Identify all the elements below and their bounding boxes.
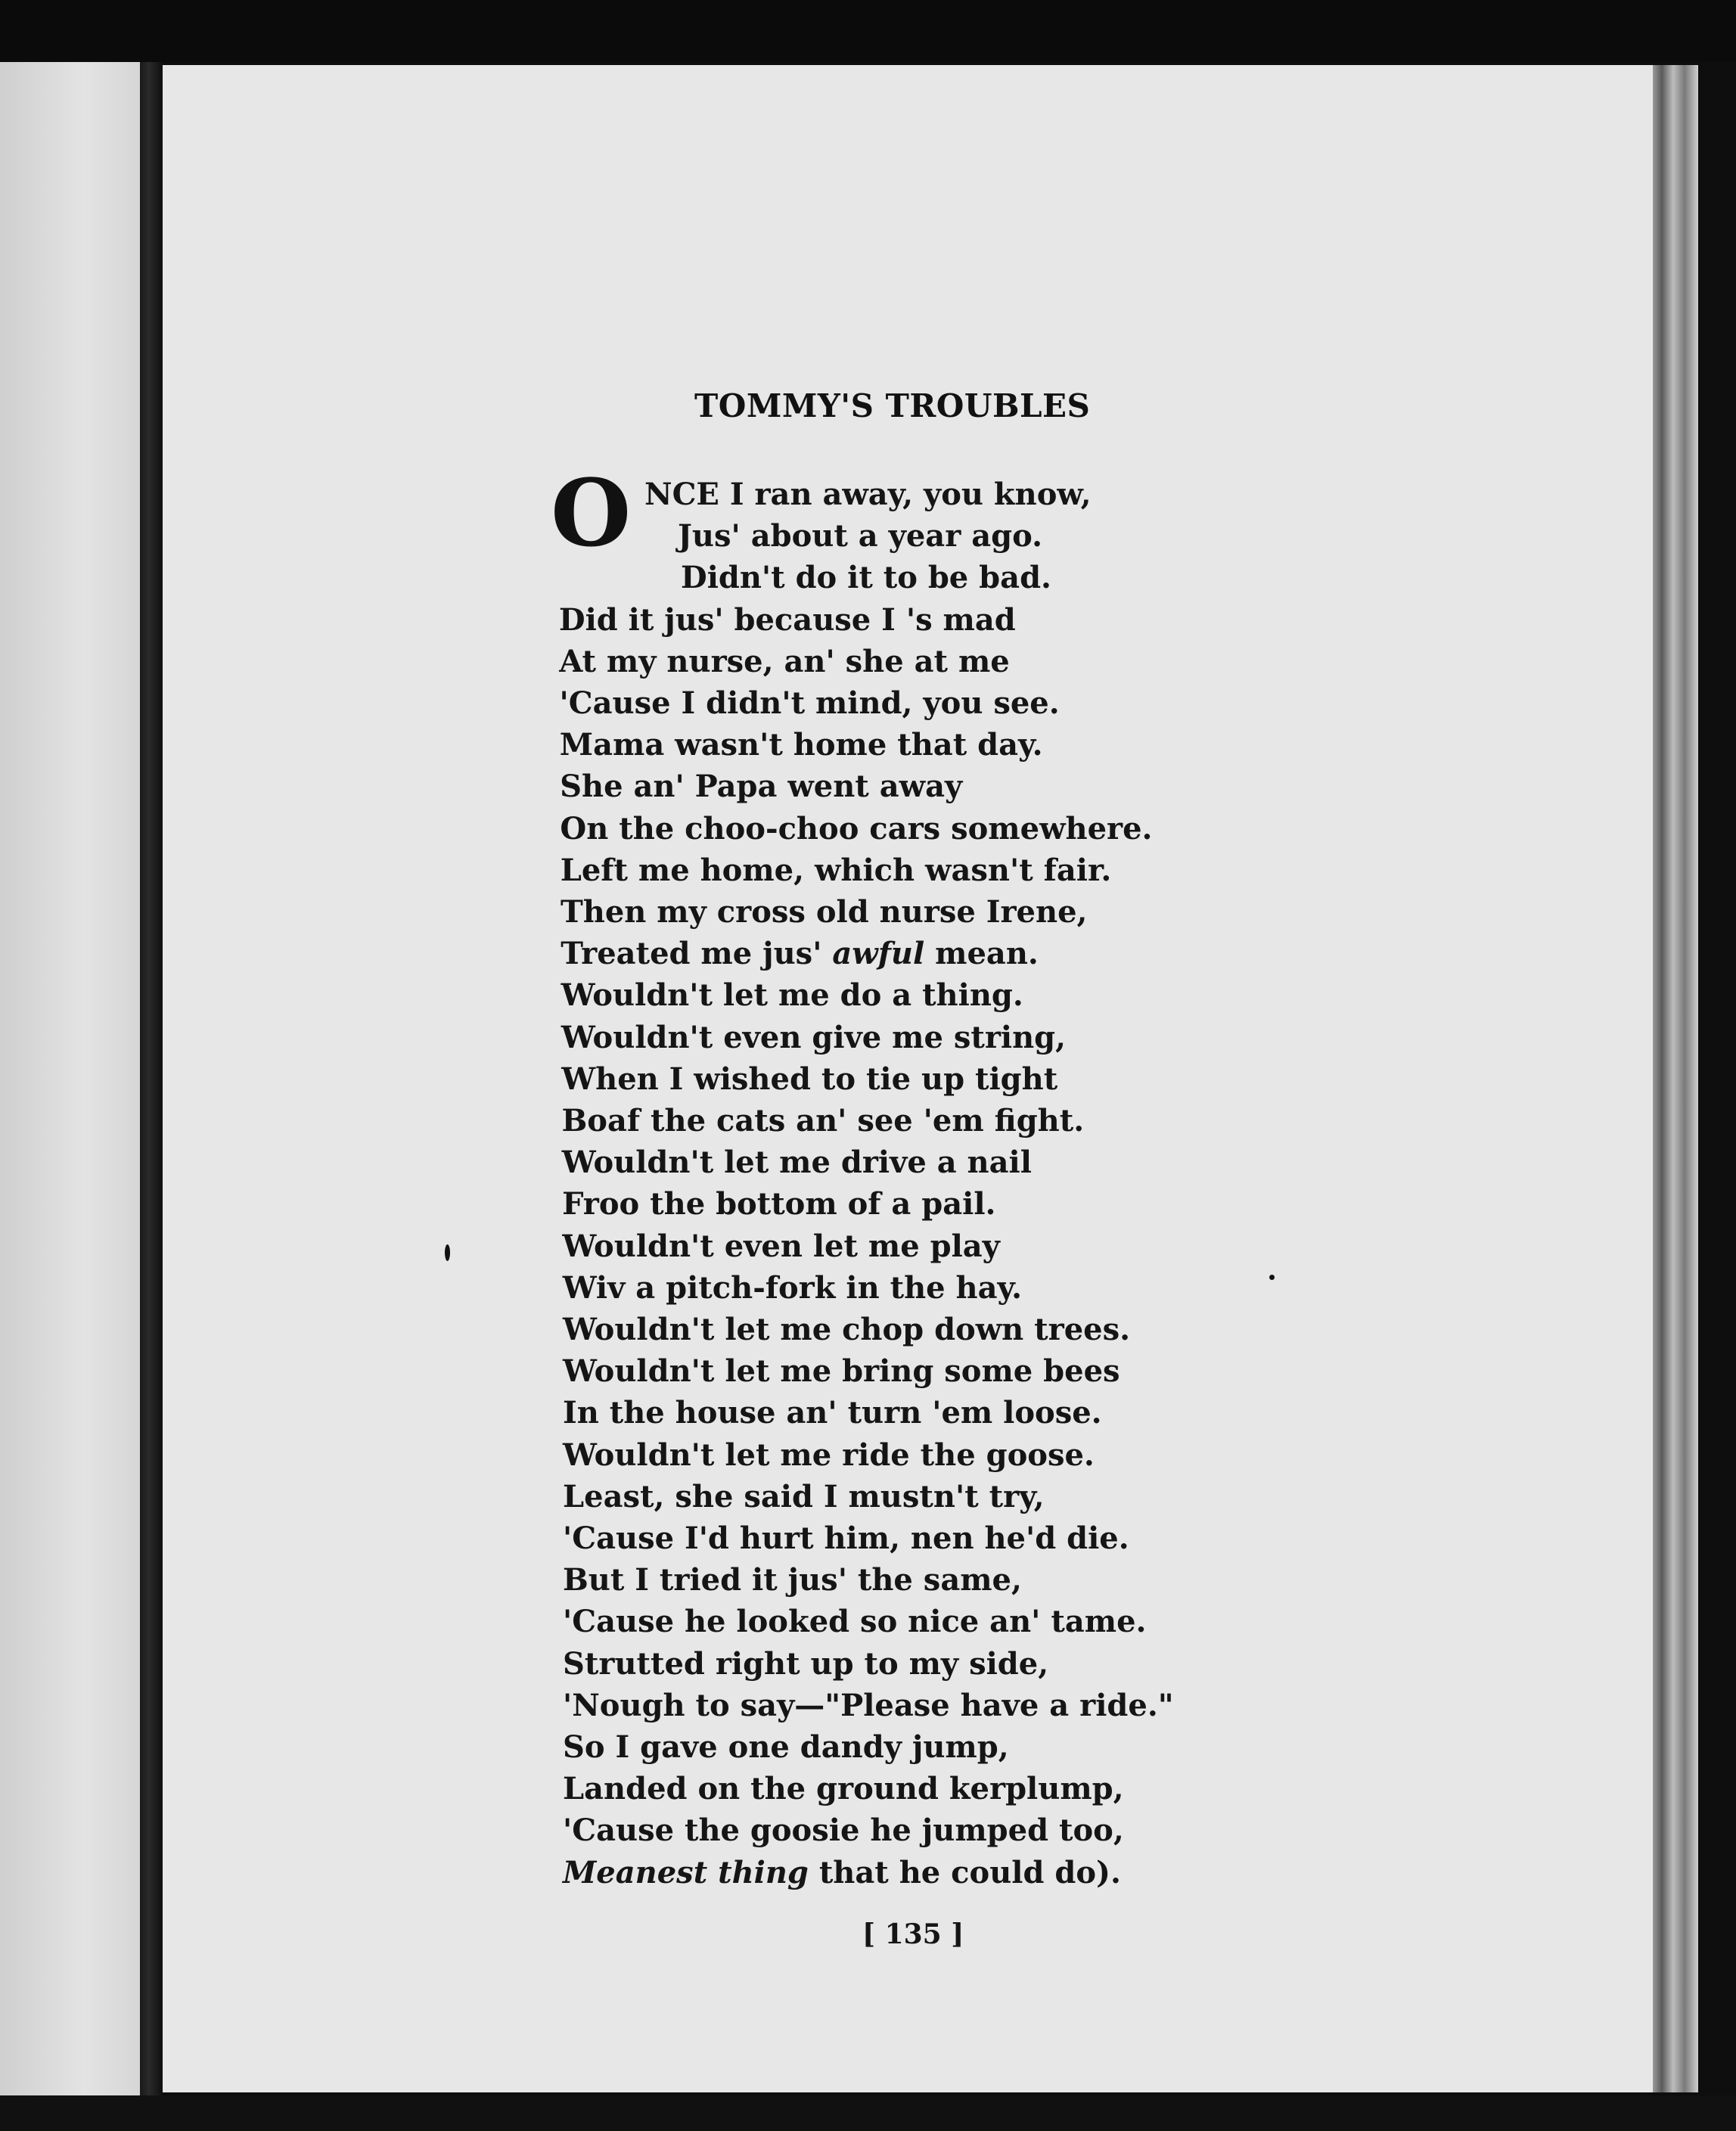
poem-title: TOMMY'S TROUBLES [694, 387, 1091, 424]
poem-line: So I gave one dandy jump, [563, 1729, 1009, 1765]
poem-line: Wouldn't let me drive a nail [561, 1145, 1032, 1180]
facing-page-edge [0, 62, 140, 2097]
poem-line: On the choo-choo cars somewhere. [560, 811, 1153, 846]
poem-line: Strutted right up to my side, [563, 1646, 1049, 1682]
poem-line: Then my cross old nurse Irene, [561, 894, 1088, 930]
poem-line: When I wished to tie up tight [561, 1061, 1058, 1097]
poem-line: Wouldn't even let me play [562, 1229, 1000, 1264]
poem-line: Mama wasn't home that day. [559, 727, 1043, 763]
poem-line: 'Cause the goosie he jumped too, [563, 1813, 1124, 1848]
poem-line: Wouldn't let me ride the goose. [563, 1437, 1095, 1473]
poem-line: Wouldn't even give me string, [561, 1020, 1067, 1055]
poem-line: 'Cause he looked so nice an' tame. [563, 1604, 1147, 1639]
poem-line: Left me home, which wasn't fair. [560, 853, 1112, 888]
scan-top-border [0, 0, 1736, 62]
poem-line: NCE I ran away, you know, [644, 477, 1092, 512]
poem-line: Wouldn't let me chop down trees. [563, 1312, 1131, 1347]
scan-right-border [1698, 62, 1736, 2097]
poem-line: Froo the bottom of a pail. [562, 1186, 996, 1222]
poem-line: Did it jus' because I 's mad [558, 602, 1016, 638]
poem-line: Boaf the cats an' see 'em fight. [561, 1103, 1085, 1139]
poem-line: In the house an' turn 'em loose. [563, 1395, 1102, 1431]
poem-line: Treated me jus' awful mean. [561, 936, 1039, 971]
scan-speck [1269, 1275, 1275, 1280]
poem-line: She an' Papa went away [560, 769, 963, 804]
drop-cap: O [551, 458, 632, 567]
page-number: [ 135 ] [862, 1918, 964, 1950]
poem-line: At my nurse, an' she at me [559, 644, 1010, 679]
poem-line: Didn't do it to be bad. [681, 560, 1051, 595]
poem-line: 'Cause I'd hurt him, nen he'd die. [563, 1521, 1129, 1556]
page-edge-shadow [1653, 65, 1698, 2092]
scan-bottom-border [0, 2095, 1736, 2131]
poem-line: Least, she said I mustn't try, [563, 1479, 1045, 1514]
poem-line: 'Nough to say—"Please have a ride." [563, 1688, 1174, 1723]
scan-speck [445, 1244, 450, 1261]
poem-line: Jus' about a year ago. [678, 518, 1042, 554]
poem-line: 'Cause I didn't mind, you see. [559, 685, 1060, 721]
poem-line: Wiv a pitch-fork in the hay. [562, 1270, 1023, 1306]
poem-line: Wouldn't let me do a thing. [561, 977, 1023, 1013]
poem-line: Wouldn't let me bring some bees [563, 1353, 1120, 1389]
poem-line: Landed on the ground kerplump, [563, 1771, 1124, 1806]
book-gutter [140, 62, 163, 2097]
poem-line: But I tried it jus' the same, [563, 1562, 1022, 1598]
poem-line: Meanest thing that he could do). [563, 1855, 1121, 1890]
